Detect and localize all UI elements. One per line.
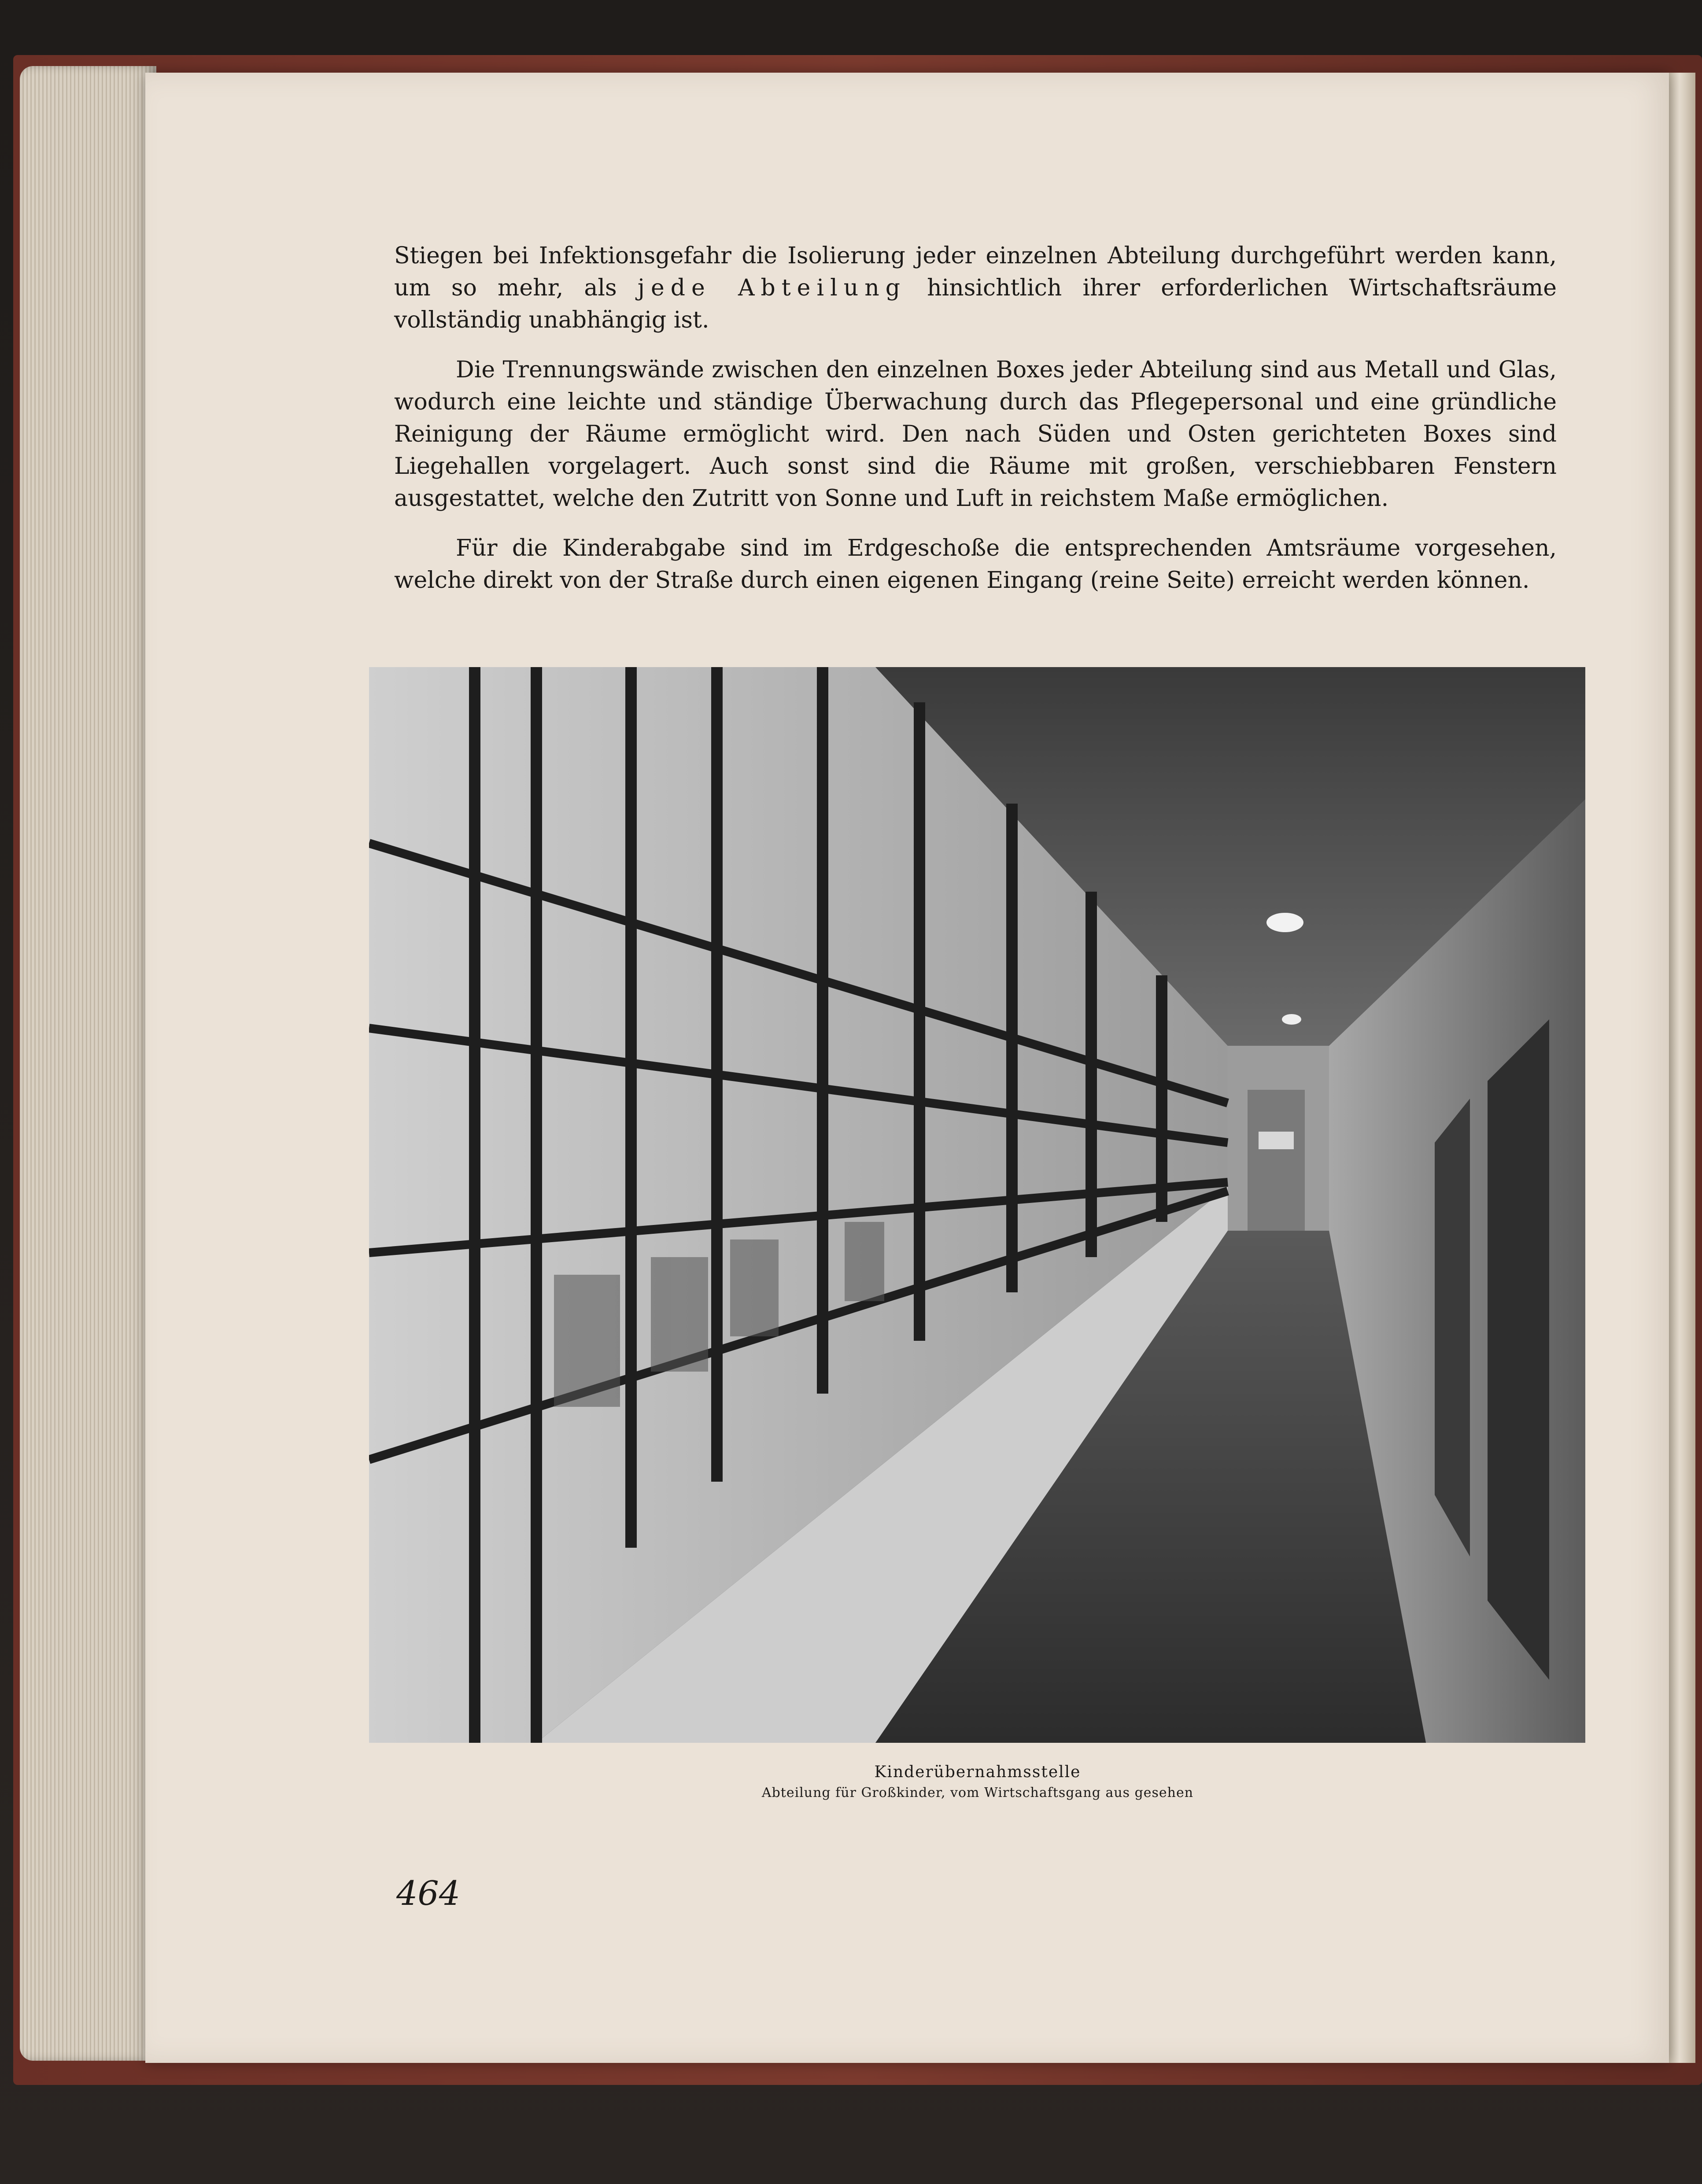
- caption-subtitle: Abteilung für Großkinder, vom Wirtschaftsgang aus gesehen: [761, 1785, 1194, 1800]
- corridor-photograph: [369, 667, 1585, 1743]
- emphasized-phrase: jede Abteilung: [637, 275, 906, 301]
- body-text: [394, 240, 1557, 614]
- photo-caption: [617, 1761, 1339, 1803]
- page-number: 464: [396, 1874, 461, 1913]
- next-page-edge: [1669, 73, 1695, 2063]
- caption-title: Kinderübernahmsstelle: [874, 1763, 1081, 1781]
- paragraph-2: Die Trennungswände zwischen den einzelnen Boxes jeder Abteilung sind aus Metall und Glas, wodurch eine leichte und ständige Überwachung durch das Pflegepersonal und eine gründliche Reinigung der Räume ermöglicht wird. Den nach Süden und Osten gerichteten Boxes sind Liegehallen vorgelagert. Auch sonst sind die Räume mit großen, verschiebbaren Fenstern ausgestattet, welche den Zutritt von Sonne und Luft in reichstem Maße ermöglichen.: [394, 357, 1557, 512]
- page-stack-edge: [20, 66, 156, 2061]
- paragraph-1: Stiegen bei Infektionsgefahr die Isolierung jeder einzelnen Abteilung durchgeführt werden kann, um so mehr, als jede Abteilung hinsichtlich ihrer erforderlichen Wirtschaftsräume vollständig unabhängig ist.: [394, 243, 1557, 333]
- photo-illustration: [369, 667, 1585, 1743]
- paragraph-3: Für die Kinderabgabe sind im Erdgeschoße die entsprechenden Amtsräume vorgesehen, welche direkt von der Straße durch einen eigenen Eingang (reine Seite) erreicht werden können.: [394, 535, 1557, 594]
